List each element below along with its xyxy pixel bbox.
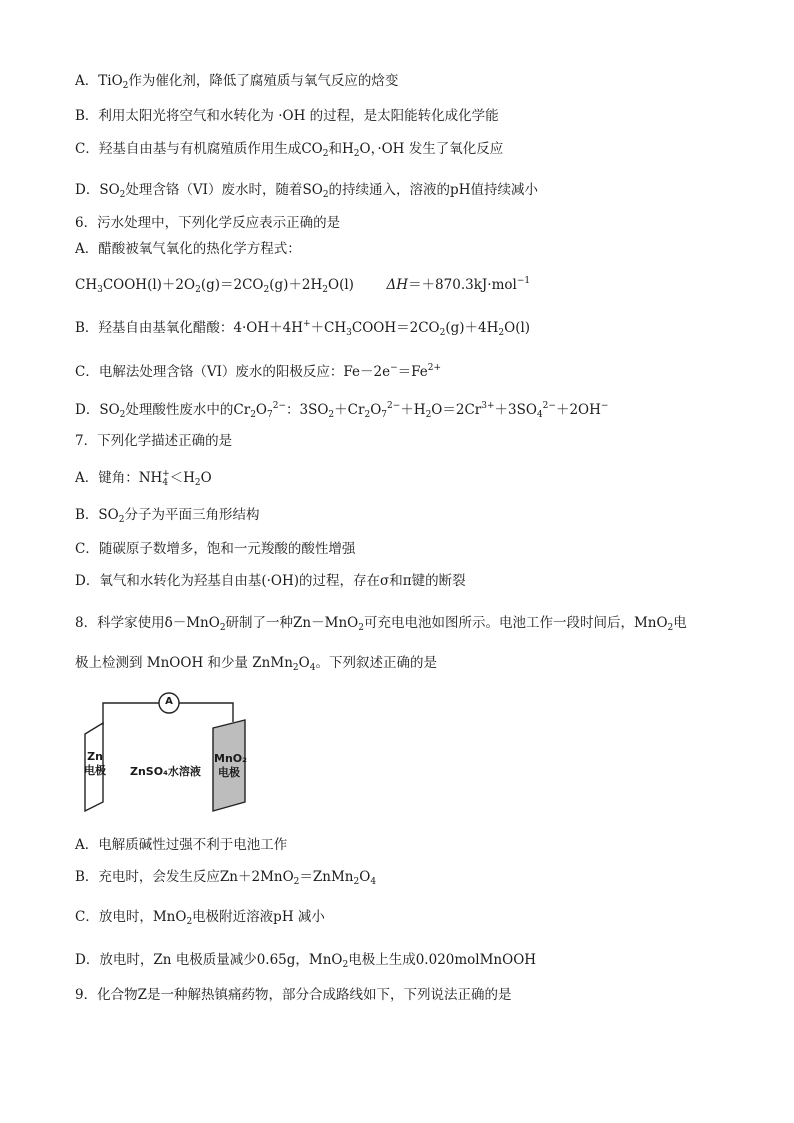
- q7-option-b: B．$SO_2$分子为平面三角形结构: [75, 507, 260, 525]
- q7-option-d: D．氧气和水转化为羟基自由基(·OH)的过程，存在σ和π键的断裂: [75, 573, 466, 589]
- ammeter-label: A: [165, 696, 173, 707]
- q5-option-b: B．利用太阳光将空气和水转化为 ·OH 的过程，是太阳能转化成化学能: [75, 108, 499, 124]
- q6-stem: 6．污水处理中，下列化学反应表示正确的是: [75, 215, 341, 231]
- q7-option-c: C．随碳原子数增多，饱和一元羧酸的酸性增强: [75, 541, 356, 557]
- battery-diagram: [75, 690, 255, 815]
- q6-option-d: D．$SO_2$处理酸性废水中的$Cr_2O_7^{2-}$：$3SO_2+Cr_2O_7^{2-}+H_2O=2Cr^{3+}+3SO_4^{2-}+2OH^-$: [75, 401, 609, 420]
- q8-option-b: B．充电时，会发生反应$Zn+2MnO_2=ZnMn_2O_4$: [75, 869, 377, 887]
- q5-option-a: A．TiO$_2$作为催化剂，降低了腐殖质与氧气反应的焓变: [75, 73, 399, 91]
- q9-stem: 9．化合物Z是一种解热镇痛药物，部分合成路线如下，下列说法正确的是: [75, 987, 512, 1003]
- q8-option-d: D．放电时，Zn 电极质量减少0.65g，MnO$_2$电极上生成0.020molMnOOH: [75, 952, 537, 970]
- zn-electrode-label: Zn 电极: [84, 750, 106, 777]
- wire-right: [179, 703, 233, 722]
- q8-option-c: C．放电时，MnO$_2$电极附近溶液pH 减小: [75, 909, 325, 927]
- q8-option-a: A．电解质碱性过强不利于电池工作: [75, 837, 288, 853]
- q7-option-a: A．键角：$NH_4^+<H_2O$: [75, 469, 212, 488]
- wire-left: [103, 703, 159, 725]
- q6-option-a: A．醋酸被氧气氧化的热化学方程式：: [75, 241, 301, 257]
- q8-stem-line2: 极上检测到 MnOOH 和少量 $ZnMn_2O_4$。下列叙述正确的是: [75, 655, 437, 673]
- mno2-electrode-label: MnO₂ 电极: [214, 752, 247, 779]
- q6-option-c: C．电解法处理含铬（VI）废水的阳极反应：$Fe-2e^-=Fe^{2+}$: [75, 363, 442, 380]
- q6-option-b: B．羟基自由基氧化醋酸：$4\cdot OH+4H^++CH_3COOH=2CO_2(g)+4H_2O(l)$: [75, 319, 531, 338]
- q8-stem-line1: 8．科学家使用δ－MnO$_2$研制了一种Zn－MnO$_2$可充电电池如图所示。电池工作一段时间后，MnO$_2$电: [75, 615, 687, 633]
- solution-label: ZnSO₄水溶液: [130, 765, 201, 778]
- q5-option-d: D．$SO_2$处理含铬（VI）废水时，随着$SO_2$的持续通入，溶液的pH值持续减小: [75, 182, 538, 200]
- q6-equation: $CH_3COOH(l)+2O_2(g)=2CO_2(g)+2H_2O(l)$ ΔH＝＋870.3kJ·mol$^{-1}$: [75, 276, 531, 295]
- q7-stem: 7．下列化学描述正确的是: [75, 433, 233, 449]
- q5-option-c: C．羟基自由基与有机腐殖质作用生成$CO_2$和$H_2O$，·OH 发生了氧化反应: [75, 141, 504, 159]
